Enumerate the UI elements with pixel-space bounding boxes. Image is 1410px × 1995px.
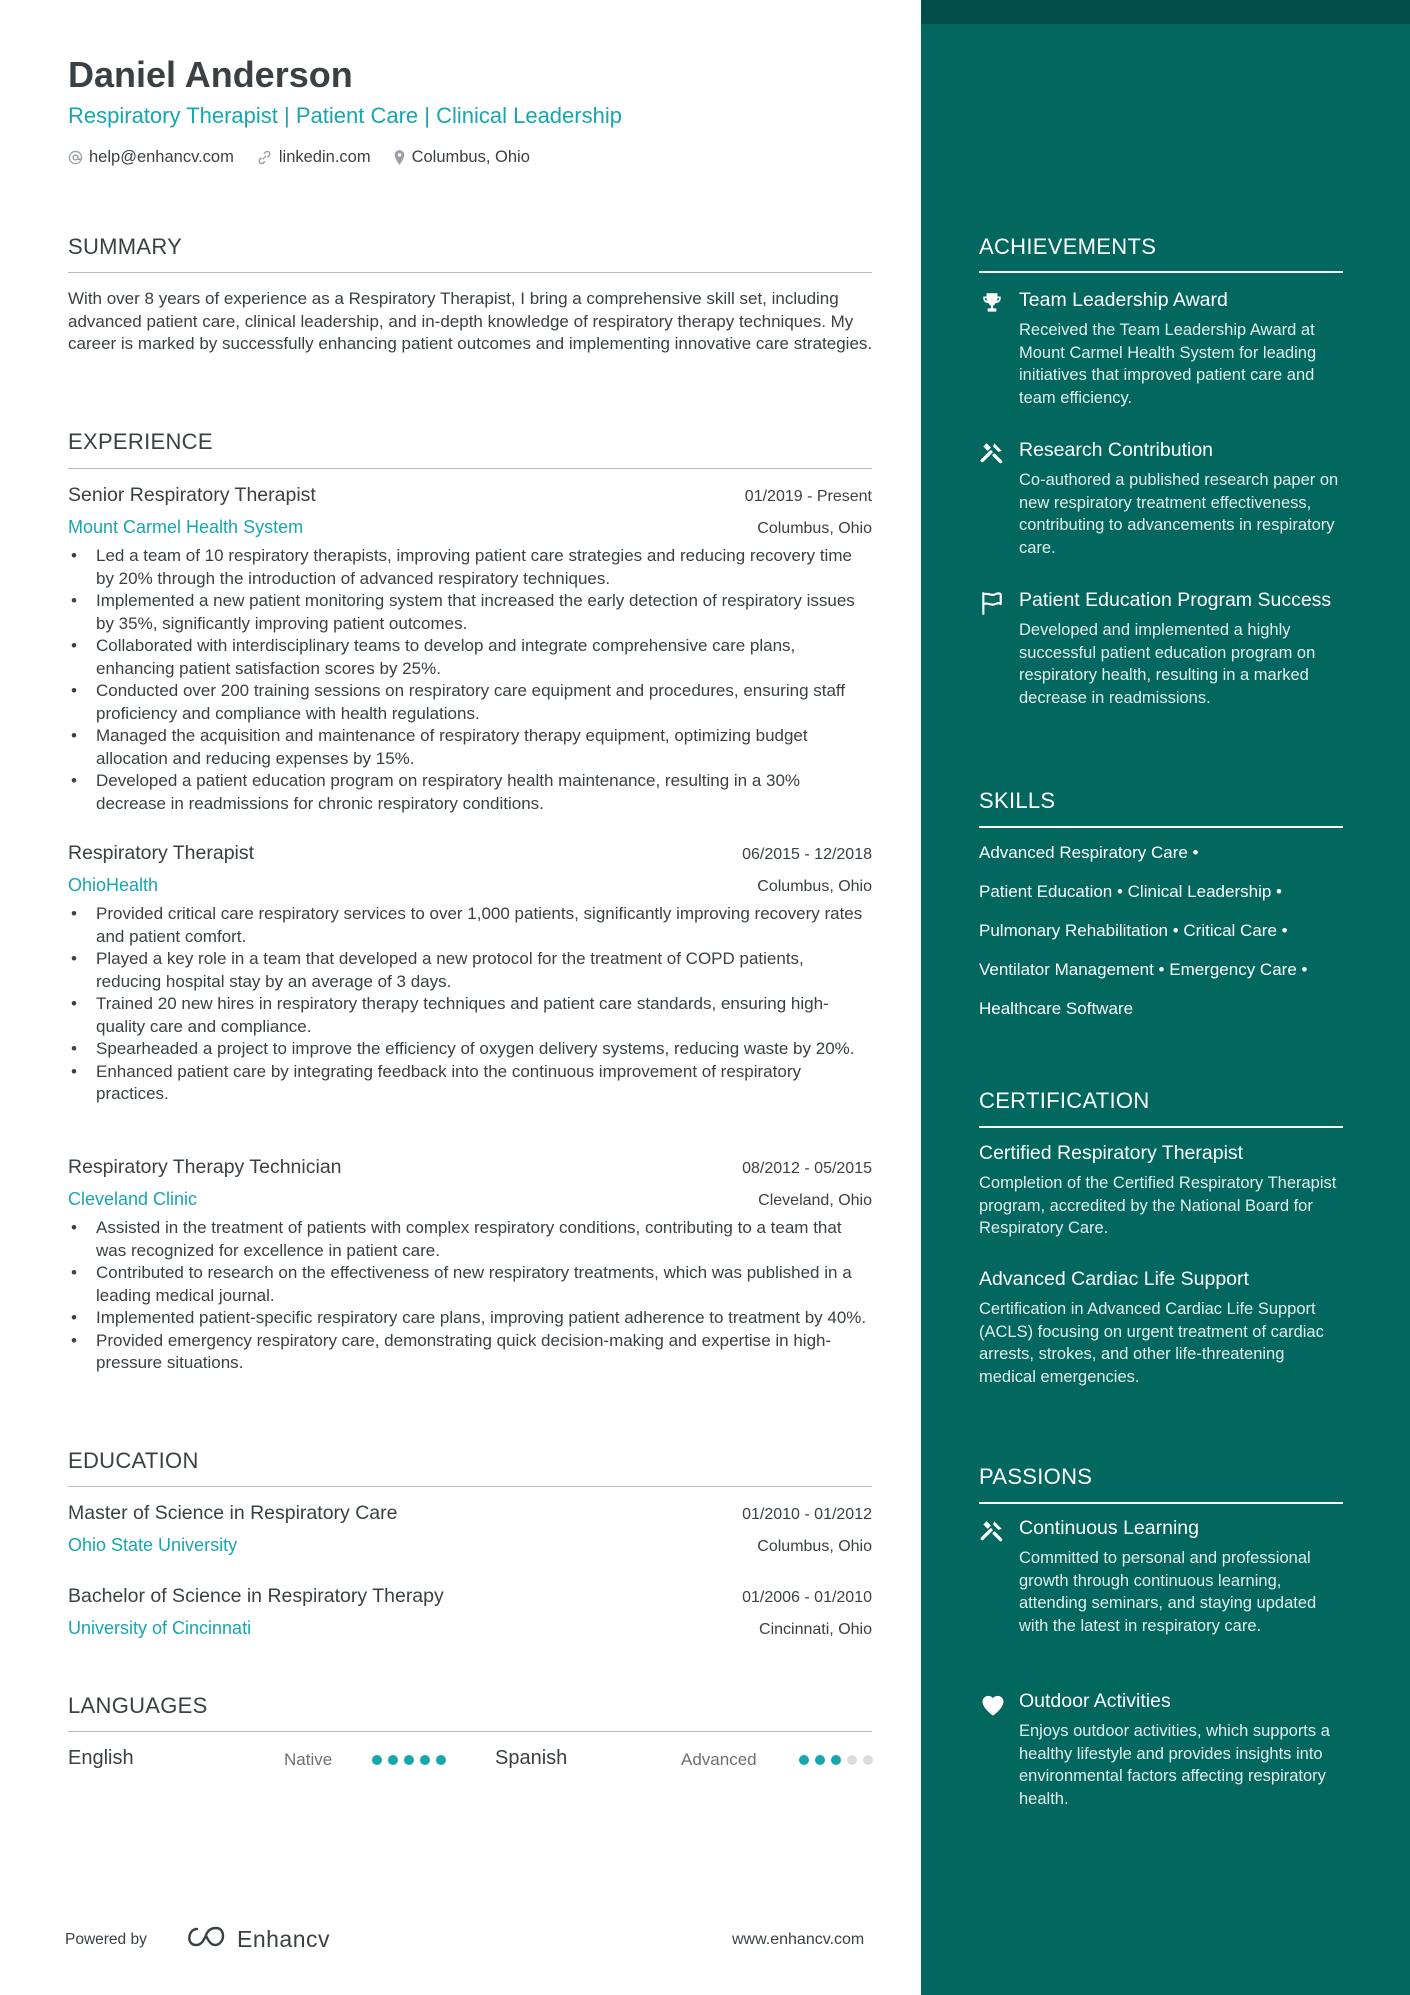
bullet-item: • Spearheaded a project to improve the efficiency of oxygen delivery systems, reducing waste by 20%. xyxy=(68,1038,872,1061)
heart-icon xyxy=(979,1691,1007,1717)
rating-dot-filled xyxy=(404,1755,414,1765)
skill-line: Healthcare Software xyxy=(979,999,1134,1018)
bullet-item: • Conducted over 200 training sessions on respiratory care equipment and procedures, ensuring staff proficiency and compliance with health regulations. xyxy=(68,680,872,725)
location-text: Columbus, Ohio xyxy=(411,148,530,166)
certification-item xyxy=(979,1267,1343,1388)
summary-text: With over 8 years of experience as a Respiratory Therapist, I bring a comprehensive skill set, including advanced patient care, clinical leadership, and in-depth knowledge of respiratory therapy techniques. My career is marked by successfully enhancing patient outcomes and implementing innovative care strategies. xyxy=(68,289,873,353)
at-icon xyxy=(68,150,83,165)
job-company: Mount Carmel Health System xyxy=(68,517,304,537)
job-location: Columbus, Ohio xyxy=(757,878,872,895)
language-rating xyxy=(799,1755,879,1765)
bullet-item: • Contributed to research on the effectiveness of new respiratory treatments, which was published in a leading medical journal. xyxy=(68,1262,872,1307)
job-location: Columbus, Ohio xyxy=(757,520,872,537)
job-dates: 08/2012 - 05/2015 xyxy=(742,1160,872,1177)
headline: Respiratory Therapist | Patient Care | Clinical Leadership xyxy=(68,103,622,128)
achievement-desc: Received the Team Leadership Award at Mount Carmel Health System for leading initiatives that improved patient care and team efficiency. xyxy=(1019,321,1317,407)
bullet-item: • Collaborated with interdisciplinary teams to develop and integrate comprehensive care plans, enhancing patient satisfaction scores by 25%. xyxy=(68,635,872,680)
degree-title: Bachelor of Science in Respiratory Therapy xyxy=(68,1585,444,1607)
certification-desc: Certification in Advanced Cardiac Life Support (ACLS) focusing on urgent treatment of cardiac arrests, strokes, and other life-threatening medical emergencies. xyxy=(979,1300,1324,1386)
passion-title: Continuous Learning xyxy=(1019,1517,1199,1539)
degree-title: Master of Science in Respiratory Care xyxy=(68,1502,398,1524)
passion-desc: Committed to personal and professional growth through continuous learning, attending seminars, and staying updated with the latest in respiratory care. xyxy=(1019,1549,1317,1635)
rating-dot-filled xyxy=(436,1755,446,1765)
skills-divider xyxy=(979,826,1343,828)
bullet-item: • Led a team of 10 respiratory therapists, improving patient care strategies and reducing recovery time by 20% through the introduction of advanced respiratory techniques. xyxy=(68,545,872,590)
linkedin-text: linkedin.com xyxy=(278,148,371,166)
certification-desc: Completion of the Certified Respiratory Therapist program, accredited by the National Board for Respiratory Care. xyxy=(979,1174,1337,1237)
bullet-item: • Enhanced patient care by integrating feedback into the continuous improvement of respiratory practices. xyxy=(68,1061,872,1106)
sidebar-top-band xyxy=(921,0,1410,24)
powered-by-label: Powered by xyxy=(65,1931,147,1948)
contact-location xyxy=(393,148,530,167)
education-entry xyxy=(68,1502,872,1556)
certification-divider xyxy=(979,1126,1343,1128)
language-name: Spanish xyxy=(495,1747,568,1769)
skills-heading: SKILLS xyxy=(979,788,1056,813)
job-bullets xyxy=(68,545,872,815)
sidebar xyxy=(921,0,1410,1995)
job-title: Respiratory Therapy Technician xyxy=(68,1156,342,1178)
bullet-item: • Implemented a new patient monitoring system that increased the early detection of respiratory issues by 35%, significantly improving patient outcomes. xyxy=(68,590,872,635)
experience-divider xyxy=(68,468,872,469)
school-location: Cincinnati, Ohio xyxy=(759,1621,872,1638)
rating-dot-filled xyxy=(388,1755,398,1765)
job-dates: 06/2015 - 12/2018 xyxy=(742,846,872,863)
location-pin-icon xyxy=(393,149,406,166)
rating-dot-empty xyxy=(863,1755,873,1765)
achievement-desc: Developed and implemented a highly successful patient education program on respiratory health, resulting in a marked decrease in readmissions. xyxy=(1019,621,1316,707)
language-rating xyxy=(372,1755,452,1765)
rating-dot-filled xyxy=(372,1755,382,1765)
contact-linkedin[interactable] xyxy=(256,148,371,167)
skill-line: Advanced Respiratory Care • xyxy=(979,843,1199,862)
language-level: Native xyxy=(284,1750,333,1769)
achievement-item xyxy=(979,288,1343,409)
job-entry xyxy=(68,1156,872,1375)
bullet-item: • Provided emergency respiratory care, demonstrating quick decision-making and expertise in high-pressure situations. xyxy=(68,1330,872,1375)
job-entry xyxy=(68,484,872,815)
tools-icon xyxy=(979,1518,1007,1544)
rating-dot-filled xyxy=(831,1755,841,1765)
footer-url[interactable]: www.enhancv.com xyxy=(732,1931,865,1948)
bullet-item: • Assisted in the treatment of patients with complex respiratory conditions, contributing to a team that was recognized for excellence in patient care. xyxy=(68,1217,872,1262)
job-title: Senior Respiratory Therapist xyxy=(68,484,316,506)
rating-dot-filled xyxy=(420,1755,430,1765)
contact-email[interactable] xyxy=(68,148,234,167)
school-name: University of Cincinnati xyxy=(68,1618,252,1638)
job-company: OhioHealth xyxy=(68,875,159,895)
achievement-item xyxy=(979,588,1343,709)
language-level: Advanced xyxy=(681,1750,757,1769)
school-name: Ohio State University xyxy=(68,1535,238,1555)
education-divider xyxy=(68,1486,872,1487)
achievement-title: Team Leadership Award xyxy=(1019,289,1228,311)
job-bullets xyxy=(68,903,872,1106)
education-dates: 01/2006 - 01/2010 xyxy=(742,1589,872,1606)
bullet-item: • Provided critical care respiratory services to over 1,000 patients, significantly improving recovery rates and patient comfort. xyxy=(68,903,872,948)
achievement-title: Patient Education Program Success xyxy=(1019,589,1332,611)
passions-heading: PASSIONS xyxy=(979,1464,1093,1489)
passion-desc: Enjoys outdoor activities, which supports a healthy lifestyle and provides insights into environmental factors affecting respiratory health. xyxy=(1019,1722,1330,1808)
trophy-icon xyxy=(979,290,1007,316)
job-location: Cleveland, Ohio xyxy=(758,1192,872,1209)
summary-divider xyxy=(68,272,872,273)
education-heading: EDUCATION xyxy=(68,1448,199,1473)
certification-heading: CERTIFICATION xyxy=(979,1088,1150,1113)
bullet-item: • Played a key role in a team that developed a new protocol for the treatment of COPD patients, reducing hospital stay by an average of 3 days. xyxy=(68,948,872,993)
certification-item xyxy=(979,1141,1343,1240)
passion-item xyxy=(979,1689,1343,1810)
job-title: Respiratory Therapist xyxy=(68,842,255,864)
job-entry xyxy=(68,842,872,1106)
education-dates: 01/2010 - 01/2012 xyxy=(742,1506,872,1523)
bullet-item: • Implemented patient-specific respiratory care plans, improving patient adherence to treatment by 40%. xyxy=(68,1307,872,1330)
achievements-divider xyxy=(979,271,1343,273)
contact-bar xyxy=(68,148,552,167)
job-bullets xyxy=(68,1217,872,1375)
skill-line: Ventilator Management • Emergency Care • xyxy=(979,960,1308,979)
rating-dot-filled xyxy=(815,1755,825,1765)
certification-title: Certified Respiratory Therapist xyxy=(979,1142,1244,1164)
achievement-item xyxy=(979,438,1343,559)
rating-dot-empty xyxy=(847,1755,857,1765)
candidate-name: Daniel Anderson xyxy=(68,54,353,95)
link-icon xyxy=(256,149,273,166)
languages-heading: LANGUAGES xyxy=(68,1693,208,1718)
enhancv-logo-icon xyxy=(183,1923,231,1956)
education-entry xyxy=(68,1585,872,1639)
email-text: help@enhancv.com xyxy=(89,148,234,166)
achievements-heading: ACHIEVEMENTS xyxy=(979,234,1157,259)
bullet-item: • Managed the acquisition and maintenance of respiratory therapy equipment, optimizing budget allocation and reducing expenses by 15%. xyxy=(68,725,872,770)
skill-line: Pulmonary Rehabilitation • Critical Care • xyxy=(979,921,1288,940)
flag-icon xyxy=(979,590,1007,616)
tools-icon xyxy=(979,440,1007,466)
job-dates: 01/2019 - Present xyxy=(744,488,872,505)
enhancv-logo[interactable] xyxy=(183,1923,330,1956)
skill-line: Patient Education • Clinical Leadership • xyxy=(979,882,1282,901)
bullet-item: • Developed a patient education program on respiratory health maintenance, resulting in a 30% decrease in readmissions for chronic respiratory conditions. xyxy=(68,770,872,815)
passion-title: Outdoor Activities xyxy=(1019,1690,1171,1712)
experience-heading: EXPERIENCE xyxy=(68,429,213,454)
enhancv-logo-text: Enhancv xyxy=(237,1926,331,1952)
passion-item xyxy=(979,1516,1343,1637)
job-company: Cleveland Clinic xyxy=(68,1189,198,1209)
summary-heading: SUMMARY xyxy=(68,234,183,259)
bullet-item: • Trained 20 new hires in respiratory therapy techniques and patient care standards, ensuring high-quality care and compliance. xyxy=(68,993,872,1038)
achievement-title: Research Contribution xyxy=(1019,439,1214,461)
achievement-desc: Co-authored a published research paper on new respiratory treatment effectiveness, contributing to advancements in respiratory care. xyxy=(1019,471,1339,557)
languages-row xyxy=(68,1747,872,1775)
passions-divider xyxy=(979,1502,1343,1504)
certification-title: Advanced Cardiac Life Support xyxy=(979,1268,1249,1290)
languages-divider xyxy=(68,1731,872,1732)
rating-dot-filled xyxy=(799,1755,809,1765)
language-name: English xyxy=(68,1747,134,1769)
school-location: Columbus, Ohio xyxy=(757,1538,872,1555)
